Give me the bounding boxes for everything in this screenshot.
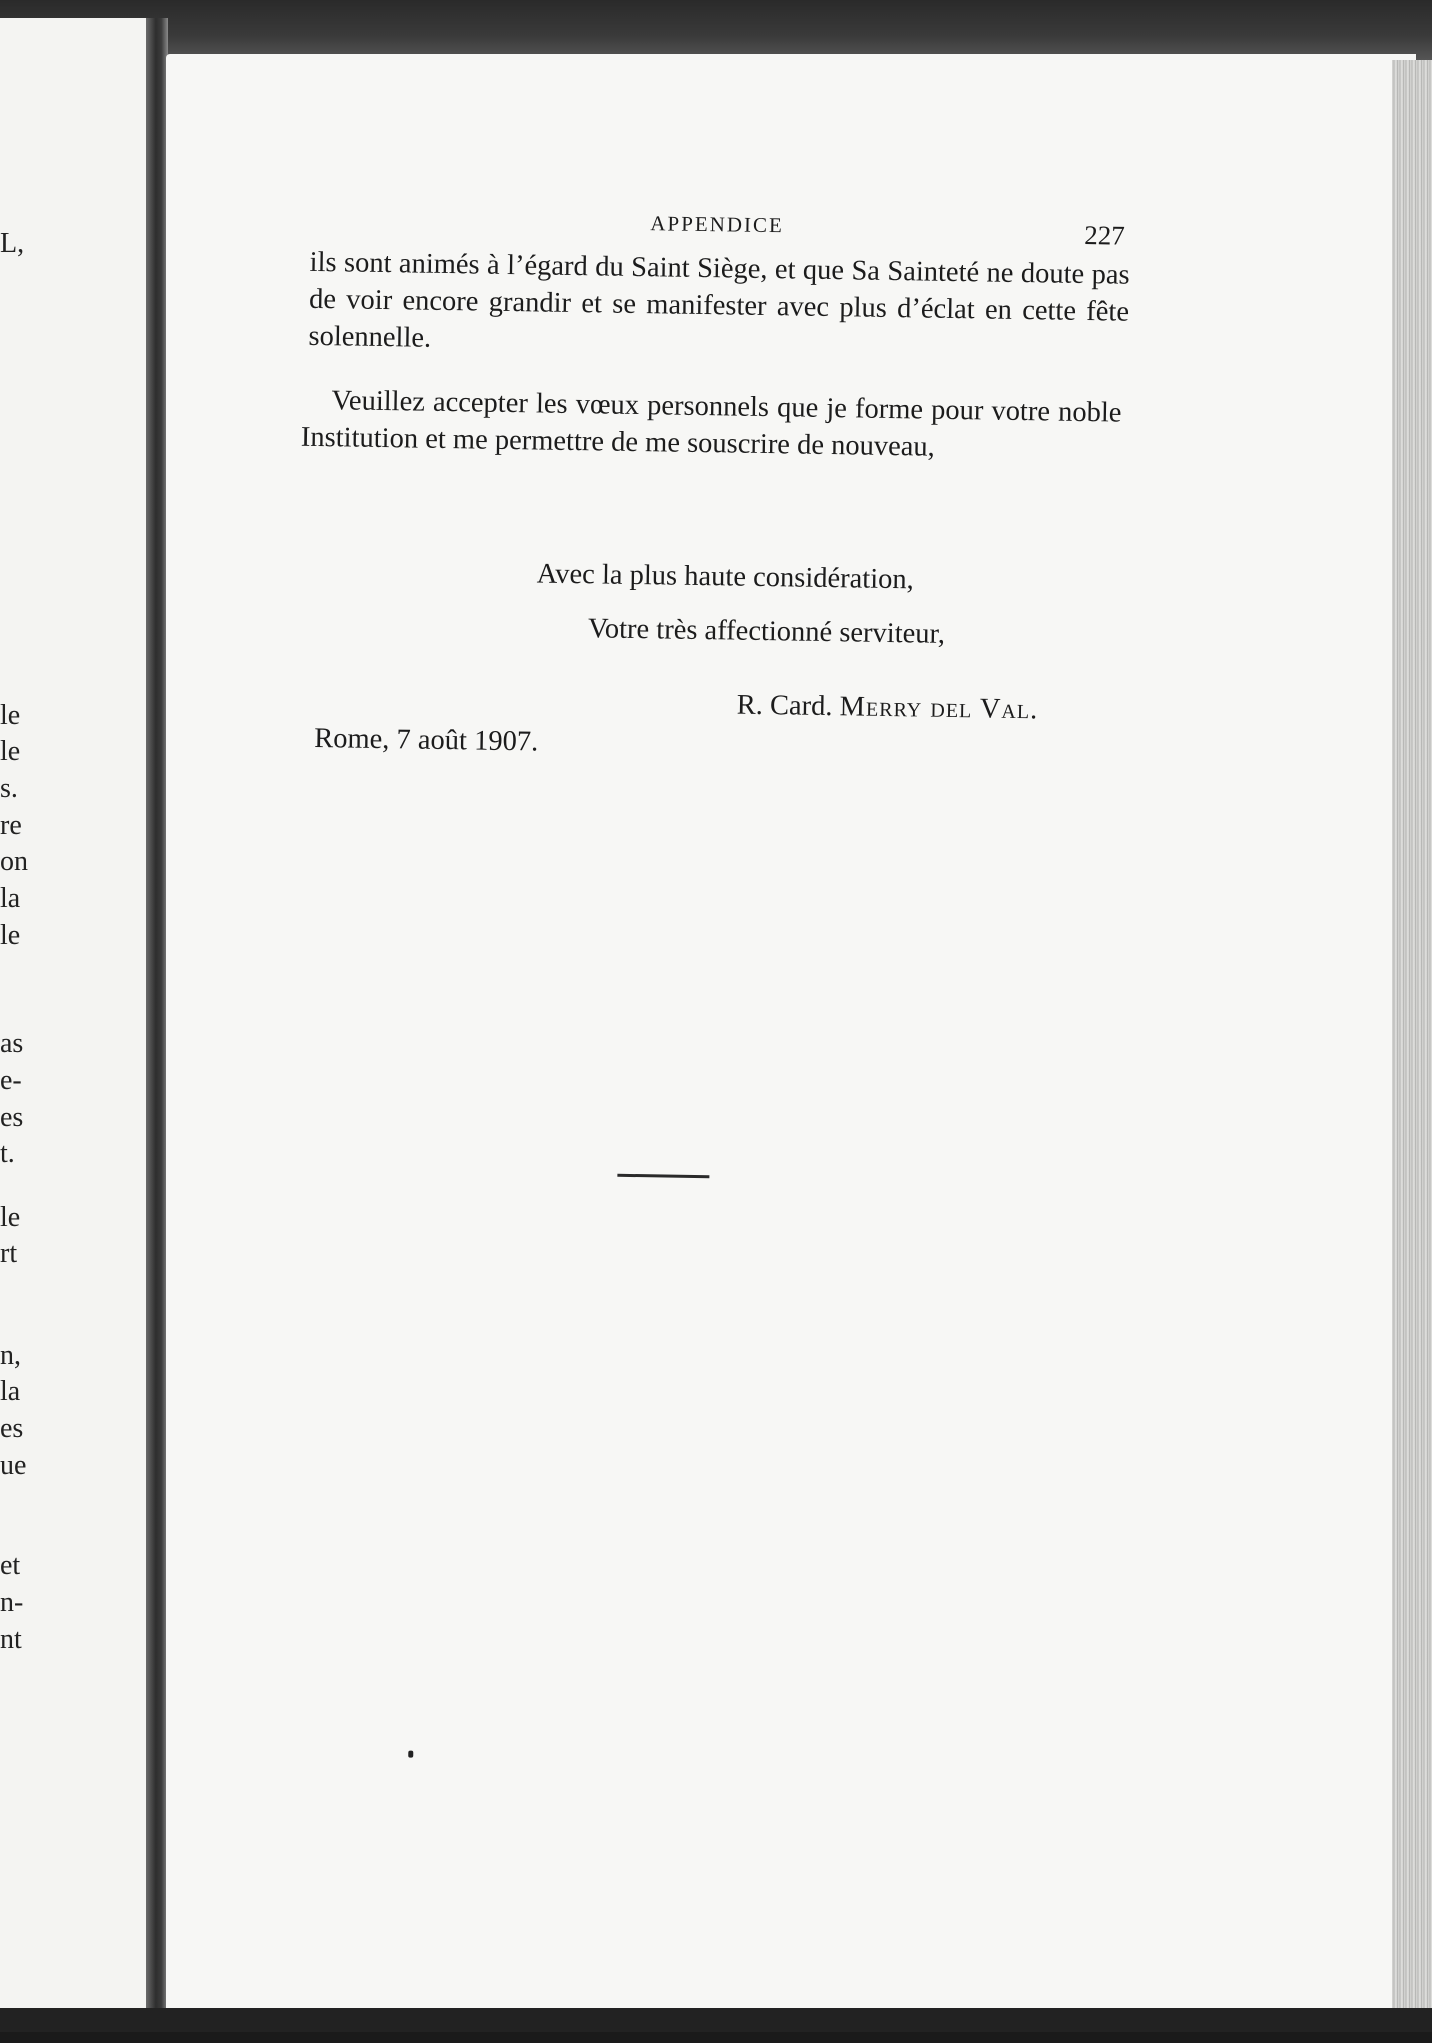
left-page-fragment: es	[0, 1413, 24, 1444]
closing-formula: Avec la plus haute considération,	[536, 558, 914, 596]
paragraph-continuation: ils sont animés à l’égard du Saint Siège, et que Sa Sainteté ne doute pas de voir encore grandir et se manifester avec plus d’éclat en cette fête solennelle.	[308, 246, 1130, 354]
dateline: Rome, 7 août 1907.	[313, 722, 539, 758]
left-page-fragment: n-	[0, 1587, 24, 1618]
left-page-fragment: la	[0, 883, 21, 914]
paragraph-closing-request: Veuillez accepter les vœux personnels que je forme pour votre noble Institution et me permettre de me souscrire de nouveau,	[300, 385, 1122, 463]
left-page-fragment: as	[0, 1028, 24, 1059]
left-page-fragment: L,	[0, 228, 25, 259]
left-page-fragment: le	[0, 700, 21, 731]
signature	[736, 687, 1038, 729]
left-page-fragment: e-	[0, 1065, 22, 1096]
signature-name: Merry del Val.	[839, 691, 1039, 726]
left-page-fragment: le	[0, 736, 21, 767]
running-head: APPENDICE	[650, 211, 785, 238]
left-page-fragment: nt	[0, 1624, 22, 1655]
closing-servant: Votre très affectionné serviteur,	[587, 613, 946, 650]
left-page-fragment: on	[0, 846, 28, 877]
left-page-fragment: n,	[0, 1340, 21, 1371]
page-number: 227	[1083, 220, 1125, 251]
left-page-fragment: es	[0, 1102, 24, 1133]
section-end-rule	[617, 1174, 709, 1178]
left-page-fragment: le	[0, 1202, 21, 1233]
left-page-fragment: re	[0, 810, 22, 841]
left-page-fragment: et	[0, 1550, 21, 1581]
left-page-fragment: ue	[0, 1450, 27, 1481]
left-page-fragment: rt	[0, 1238, 18, 1269]
left-page-fragment: s.	[0, 773, 18, 804]
signature-prefix: R. Card.	[736, 689, 833, 723]
left-page-fragment: le	[0, 920, 21, 951]
left-page-fragment: t.	[0, 1138, 15, 1169]
print-speck	[408, 1751, 413, 1758]
left-page-fragment: la	[0, 1376, 21, 1407]
bottom-background-edge	[0, 2008, 1432, 2032]
